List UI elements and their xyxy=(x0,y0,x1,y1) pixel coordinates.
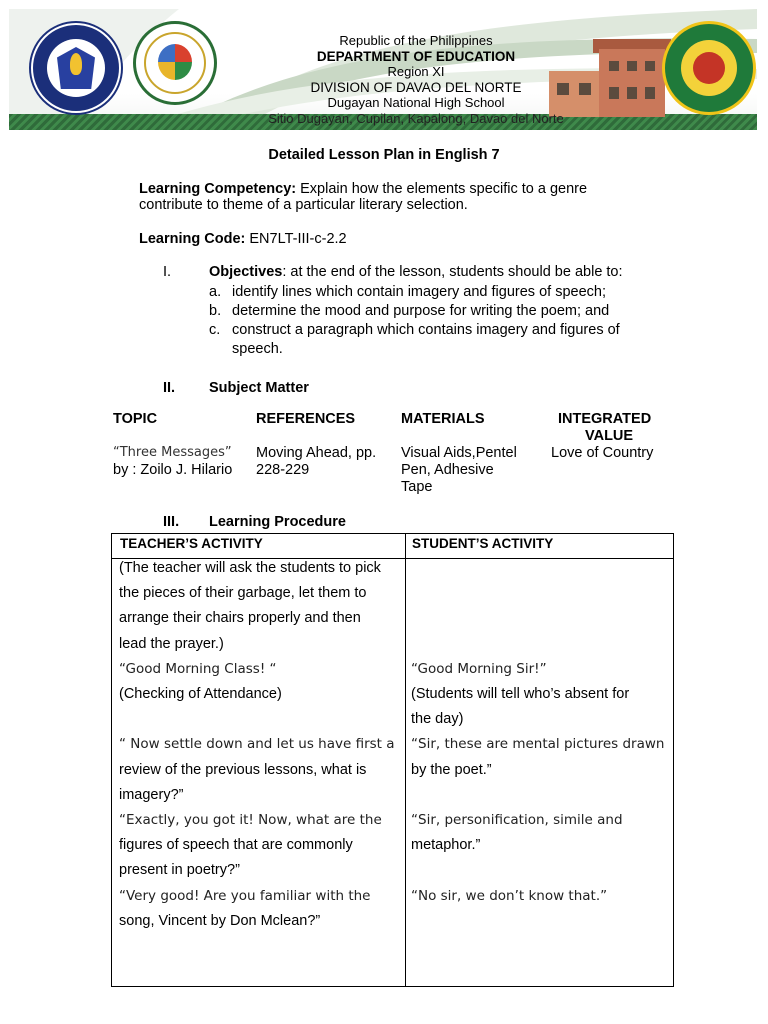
materials-line-2: Pen, Adhesive xyxy=(401,462,494,478)
school-line: Dugayan National High School xyxy=(327,95,505,110)
competency-text: Explain how the elements specific to a genre xyxy=(296,181,588,197)
student-line: by the poet.” xyxy=(411,761,492,778)
objectives-intro: : at the end of the lesson, students should be able to: xyxy=(282,264,623,280)
teacher-line: present in poetry?” xyxy=(119,862,240,879)
col-integrated-header: INTEGRATED xyxy=(558,411,652,427)
procedure-numeral: III. xyxy=(163,514,180,530)
teacher-line: “Exactly, you got it! Now, what are the xyxy=(119,812,382,828)
address-line: Sitio Dugayan, Cupilan, Kapalong, Davao del Norte xyxy=(268,110,564,126)
objectives-heading xyxy=(209,264,623,280)
page-title: Detailed Lesson Plan in English 7 xyxy=(268,147,500,163)
student-line: the day) xyxy=(411,711,464,728)
competency-line-1 xyxy=(139,181,587,197)
student-line: metaphor.” xyxy=(411,837,481,854)
objective-text-c: construct a paragraph which contains imagery and figures of xyxy=(232,322,620,338)
teacher-line: “ Now settle down and let us have first a xyxy=(119,736,395,753)
teacher-line: lead the prayer.) xyxy=(119,635,224,652)
student-line: “No sir, we don’t know that.” xyxy=(411,887,608,904)
teacher-line: figures of speech that are commonly xyxy=(119,837,353,854)
teacher-line: (The teacher will ask the students to pick xyxy=(119,560,381,576)
teacher-line: song, Vincent by Don Mclean?” xyxy=(119,912,321,929)
teacher-activity-header: TEACHER’S ACTIVITY xyxy=(120,536,263,551)
reference-line-2: 228-229 xyxy=(256,462,310,478)
col-references-header: REFERENCES xyxy=(256,411,356,427)
col-materials-header: MATERIALS xyxy=(401,411,485,427)
teacher-line: the pieces of their garbage, let them to xyxy=(119,585,367,602)
department-line: DEPARTMENT OF EDUCATION xyxy=(316,48,516,64)
student-line: “Good Morning Sir!” xyxy=(411,660,547,677)
teacher-line: “Good Morning Class! “ xyxy=(119,660,277,677)
region-line: Region XI xyxy=(387,64,445,79)
objective-text-a: identify lines which contain imagery and figures of speech; xyxy=(232,284,606,300)
activity-table xyxy=(111,533,674,987)
topic-author: by : Zoilo J. Hilario xyxy=(113,462,233,478)
objective-text-c-cont: speech. xyxy=(232,341,283,357)
objectives-numeral: I. xyxy=(163,264,172,280)
division-line: DIVISION OF DAVAO DEL NORTE xyxy=(310,79,522,95)
materials-line-3: Tape xyxy=(401,479,433,495)
subject-numeral: II. xyxy=(163,380,176,396)
code-label: Learning Code: xyxy=(139,231,246,247)
col-topic-header: TOPIC xyxy=(113,411,158,427)
procedure-heading: Learning Procedure xyxy=(209,514,346,530)
teacher-line: (Checking of Attendance) xyxy=(119,686,282,702)
student-activity-header: STUDENT’S ACTIVITY xyxy=(412,536,554,551)
objective-letter-a: a. xyxy=(209,284,222,300)
subject-heading: Subject Matter xyxy=(209,380,309,396)
teacher-line: “Very good! Are you familiar with the xyxy=(119,887,371,904)
teacher-line: review of the previous lessons, what is xyxy=(119,761,367,778)
competency-label: Learning Competency: xyxy=(139,181,297,197)
competency-line-2: contribute to theme of a particular literary selection. xyxy=(139,197,468,213)
teacher-line: imagery?” xyxy=(119,786,184,803)
student-line: “Sir, these are mental pictures drawn xyxy=(411,736,665,753)
objective-letter-b: b. xyxy=(209,303,222,319)
learning-code xyxy=(139,231,347,247)
col-value-header: VALUE xyxy=(585,428,634,444)
table-column-divider xyxy=(405,534,406,986)
objective-letter-c: c. xyxy=(209,322,221,338)
republic-line: Republic of the Philippines xyxy=(339,33,493,48)
code-value: EN7LT-III-c-2.2 xyxy=(245,231,347,247)
topic-title: “Three Messages” xyxy=(113,445,232,460)
student-line: (Students will tell who’s absent for xyxy=(411,686,630,702)
objectives-label: Objectives xyxy=(209,264,283,280)
teacher-line: arrange their chairs properly and then xyxy=(119,610,361,627)
objective-text-b: determine the mood and purpose for writing the poem; and xyxy=(232,303,610,319)
integrated-value: Love of Country xyxy=(551,445,654,461)
student-line: “Sir, personification, simile and xyxy=(411,812,623,828)
reference-line-1: Moving Ahead, pp. xyxy=(256,445,377,461)
materials-line-1: Visual Aids,Pentel xyxy=(401,445,517,461)
